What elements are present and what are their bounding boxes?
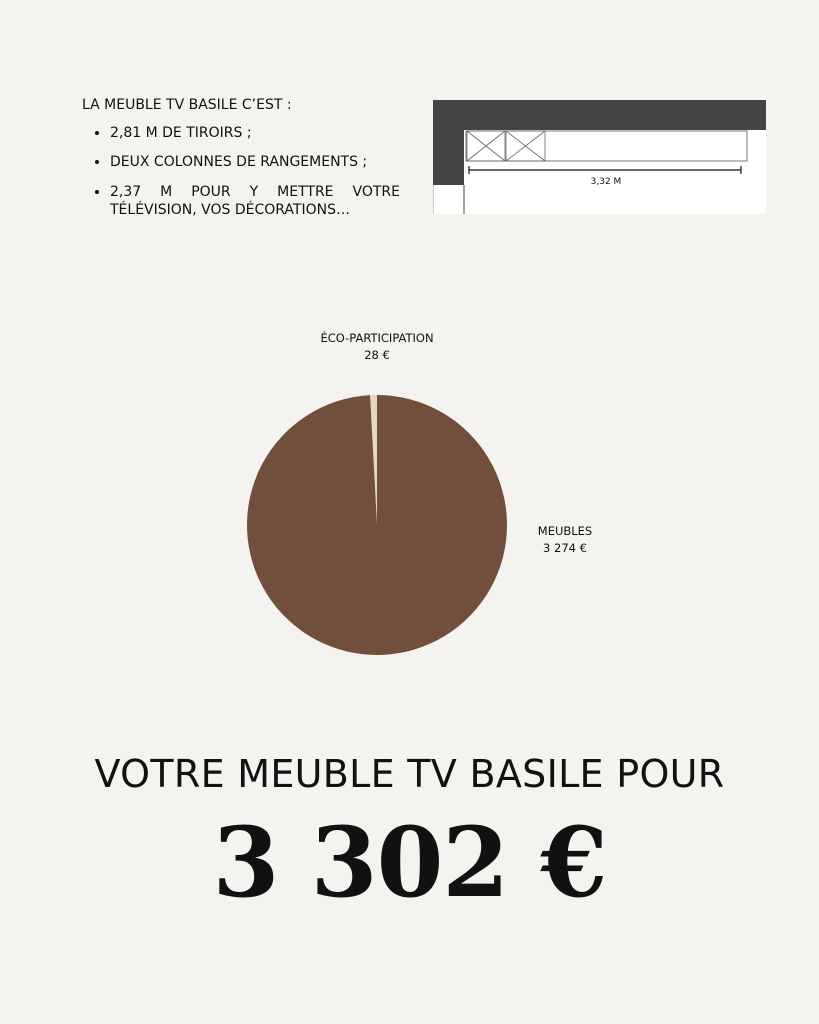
dimension-label: 3,32 M bbox=[590, 177, 622, 187]
label-meubles-value: 3 274 € bbox=[543, 541, 587, 556]
total-price: 3 302 € bbox=[212, 806, 607, 919]
label-eco-participation-value: 28 € bbox=[364, 348, 390, 363]
pie-slice-meubles bbox=[247, 395, 507, 655]
label-eco-participation bbox=[306, 330, 448, 365]
label-eco-participation-name: ÉCO-PARTICIPATION bbox=[320, 331, 434, 345]
intro-heading: LA MEUBLE TV BASILE C’EST : bbox=[82, 97, 292, 113]
feature-item-tv-space: • 2,37 M POUR Y METTRE VOTRE TÉLÉVISION, VOS DÉCORATIONS… bbox=[110, 183, 400, 219]
feature-item-columns: • DEUX COLONNES DE RANGEMENTS ; bbox=[110, 153, 400, 171]
label-meubles bbox=[520, 523, 610, 558]
feature-item-drawers: • 2,81 M DE TIROIRS ; bbox=[110, 124, 400, 142]
label-meubles-name: MEUBLES bbox=[537, 524, 593, 538]
headline: VOTRE MEUBLE TV BASILE POUR bbox=[94, 752, 725, 796]
